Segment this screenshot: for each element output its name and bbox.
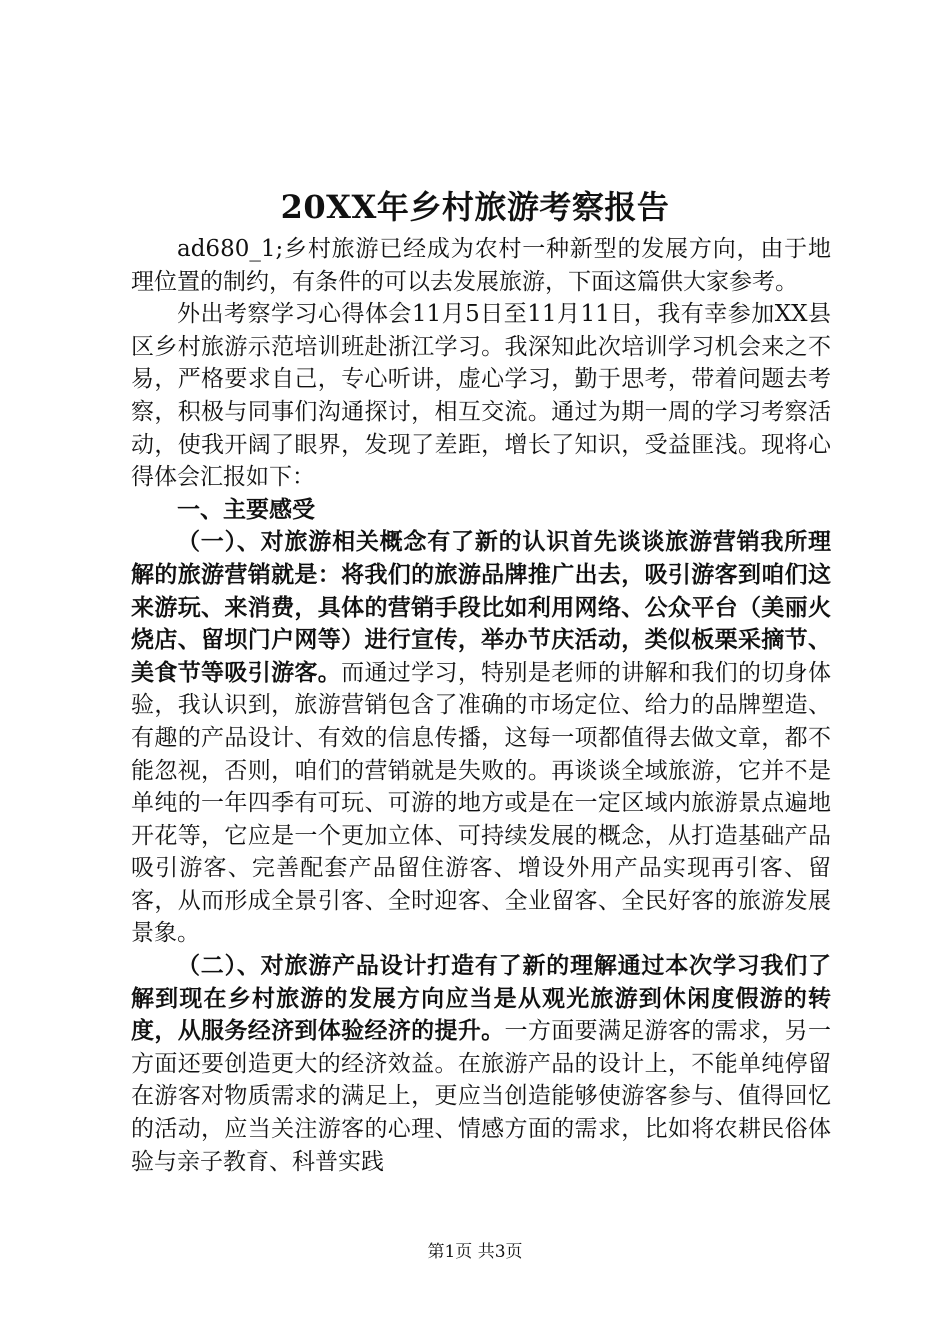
document-title: 20XX年乡村旅游考察报告 <box>280 188 670 226</box>
concept-paragraph <box>131 526 831 950</box>
concept-lead: （一）、对旅游相关概念有了新的认识首先谈谈旅游营销我所理解的旅游营销就是：将我们的旅游品牌推广出去，吸引游客到咱们这来游玩、来消费，具体的营销手段比如利用网络、公众平台（美丽火烧店、留坝门户网等）进行宣传，举办节庆活动，类似板栗采摘节、美食节等吸引游客。 <box>131 529 831 686</box>
page-footer: 第1页 共3页 <box>427 1242 523 1262</box>
section-heading <box>131 494 831 527</box>
document-body <box>131 233 831 1178</box>
study-paragraph <box>131 298 831 494</box>
product-lead: （二）、对旅游产品设计打造有了新的理解通过本次学习我们了解到现在乡村旅游的发展方向应当是从观光旅游到休闲度假游的转度，从服务经济到体验经济的提升。 <box>131 953 831 1045</box>
concept-text: 而通过学习，特别是老师的讲解和我们的切身体验，我认识到，旅游营销包含了准确的市场定位、给力的品牌塑造、有趣的产品设计、有效的信息传播，这每一项都值得去做文章，都不能忽视，否则，咱们的营销就是失败的。再谈谈全域旅游，它并不是单纯的一年四季有可玩、可游的地方或是在一定区域内旅游景点遍地开花等，它应是一个更加立体、可持续发展的概念，从打造基础产品吸引游客、完善配套产品留住游客、增设外用产品实现再引客、留客，从而形成全景引客、全时迎客、全业留客、全民好客的旅游发展景象。 <box>131 659 832 947</box>
intro-text: ad680_1;乡村旅游已经成为农村一种新型的发展方向，由于地理位置的制约，有条件的可以去发展旅游，下面这篇供大家参考。 <box>131 236 831 295</box>
study-text: 外出考察学习心得体会11月5日至11月11日，我有幸参加XX县区乡村旅游示范培训班赴浙江学习。我深知此次培训学习机会来之不易，严格要求自己，专心听讲，虚心学习，勤于思考，带着问题去考察，积极与同事们沟通探讨，相互交流。通过为期一周的学习考察活动，使我开阔了眼界，发现了差距，增长了知识，受益匪浅。现将心得体会汇报如下： <box>131 301 831 491</box>
product-text: 一方面要满足游客的需求，另一方面还要创造更大的经济效益。在旅游产品的设计上，不能单纯停留在游客对物质需求的满足上，更应当创造能够使游客参与、值得回忆的活动，应当关注游客的心理、情感方面的需求，比如将农耕民俗体验与亲子教育、科普实践 <box>131 1018 832 1175</box>
product-paragraph <box>131 950 831 1178</box>
intro-paragraph <box>131 233 831 298</box>
section-heading-text: 一、主要感受 <box>177 496 315 523</box>
